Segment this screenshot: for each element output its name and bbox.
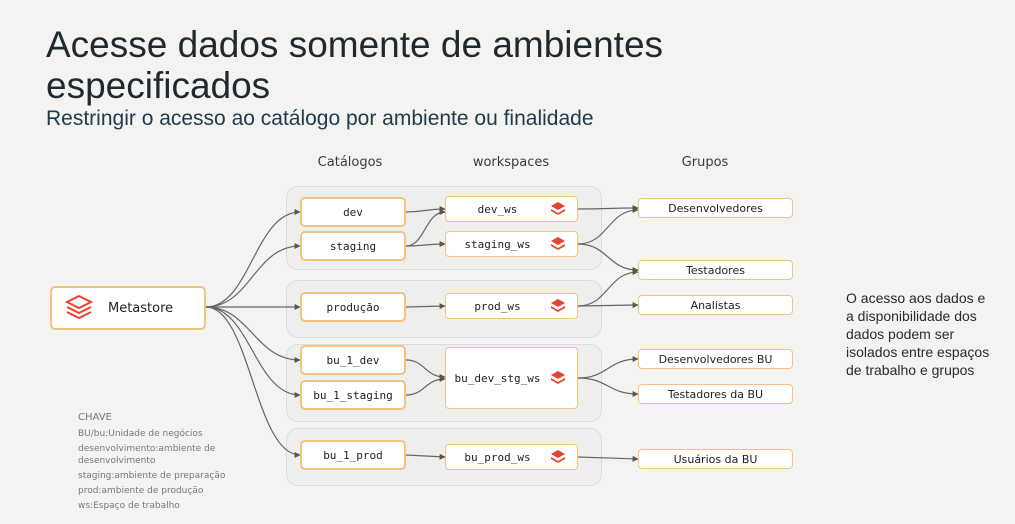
catalog-label: produção bbox=[326, 300, 380, 314]
catalog-label: bu_1_prod bbox=[323, 448, 383, 462]
group-desenvolvedores-bu bbox=[638, 349, 793, 369]
side-note: O acesso aos dados e a disponibilidade dos dados podem ser isolados entre espaços de trabalho e grupos bbox=[846, 290, 990, 378]
edge-bu1dev-budevstgws bbox=[406, 360, 445, 377]
group-analistas bbox=[638, 295, 793, 315]
catalog-bu-1-dev bbox=[300, 345, 406, 375]
key-line: prod:ambiente de produção bbox=[78, 486, 204, 496]
catalog-producao bbox=[300, 292, 406, 322]
metastore-node bbox=[50, 286, 206, 330]
edge-buprodws-usuariosbu bbox=[578, 457, 638, 459]
edge-budevstgws-testbu bbox=[578, 378, 638, 394]
databricks-icon bbox=[549, 448, 567, 466]
key-title: CHAVE bbox=[78, 412, 112, 423]
workspace-bu-dev-stg-ws bbox=[445, 347, 578, 409]
edge-bu1staging-budevstgws bbox=[406, 379, 445, 395]
catalog-label: staging bbox=[329, 239, 377, 253]
databricks-icon bbox=[549, 235, 567, 253]
edge-producao-prodws bbox=[406, 306, 445, 307]
group-label: Desenvolvedores BU bbox=[658, 352, 773, 366]
edge-dev-devws bbox=[406, 209, 445, 212]
edge-metastore-staging bbox=[206, 246, 300, 307]
edge-devws-desenvolvedores bbox=[578, 208, 638, 209]
databricks-icon bbox=[549, 200, 567, 218]
edge-stagingws-desenvolvedores bbox=[578, 210, 638, 244]
workspace-prod-ws bbox=[445, 293, 578, 319]
edge-budevstgws-desenvbu bbox=[578, 359, 638, 378]
group-label: Testadores bbox=[686, 263, 745, 277]
group-desenvolvedores bbox=[638, 198, 793, 218]
catalog-bu-1-prod bbox=[300, 440, 406, 470]
catalog-label: bu_1_staging bbox=[313, 388, 393, 402]
edge-bu1prod-buprodws bbox=[406, 455, 445, 457]
group-testadores bbox=[638, 260, 793, 280]
databricks-layers-icon bbox=[64, 293, 94, 323]
edge-prodws-testadores bbox=[578, 272, 638, 306]
catalog-bu-1-staging bbox=[300, 380, 406, 410]
workspace-staging-ws bbox=[445, 231, 578, 257]
workspaces-header: workspaces bbox=[472, 155, 550, 170]
catalog-label: bu_1_dev bbox=[326, 353, 380, 367]
metastore-label: Metastore bbox=[108, 300, 174, 316]
edge-staging-devws bbox=[406, 212, 445, 246]
key-line: desenvolvimento:ambiente de desenvolvimento bbox=[78, 444, 216, 466]
catalog-label: dev bbox=[343, 205, 363, 219]
workspace-label: prod_ws bbox=[474, 299, 521, 313]
key-line: BU/bu:Unidade de negócios bbox=[78, 429, 203, 439]
databricks-icon bbox=[549, 369, 567, 387]
edge-metastore-dev bbox=[206, 212, 300, 307]
group-label: Desenvolvedores bbox=[668, 201, 763, 215]
group-label: Usuários da BU bbox=[673, 452, 758, 466]
workspace-label: dev_ws bbox=[477, 202, 518, 216]
databricks-icon bbox=[549, 297, 567, 315]
edge-stagingws-testadores bbox=[578, 244, 638, 270]
group-testadores-da-bu bbox=[638, 384, 793, 404]
catalog-staging bbox=[300, 231, 406, 261]
catalogs-header: Catálogos bbox=[317, 155, 383, 170]
catalog-dev bbox=[300, 197, 406, 227]
page-title: Acesse dados somente de ambientes especificados bbox=[46, 24, 664, 106]
groups-header: Grupos bbox=[681, 155, 729, 170]
key-line: staging:ambiente de preparação bbox=[78, 471, 226, 481]
workspace-bu-prod-ws bbox=[445, 444, 578, 470]
group-usuarios-da-bu bbox=[638, 449, 793, 469]
workspace-label: bu_prod_ws bbox=[464, 450, 531, 464]
workspace-dev-ws bbox=[445, 196, 578, 222]
workspace-label: bu_dev_stg_ws bbox=[454, 371, 541, 385]
legend-key bbox=[78, 410, 278, 514]
page-subtitle: Restringir o acesso ao catálogo por ambiente ou finalidade bbox=[46, 107, 594, 130]
workspace-label: staging_ws bbox=[464, 237, 531, 251]
group-label: Testadores da BU bbox=[667, 387, 764, 401]
group-label: Analistas bbox=[690, 298, 741, 312]
key-line: ws:Espaço de trabalho bbox=[78, 501, 180, 511]
